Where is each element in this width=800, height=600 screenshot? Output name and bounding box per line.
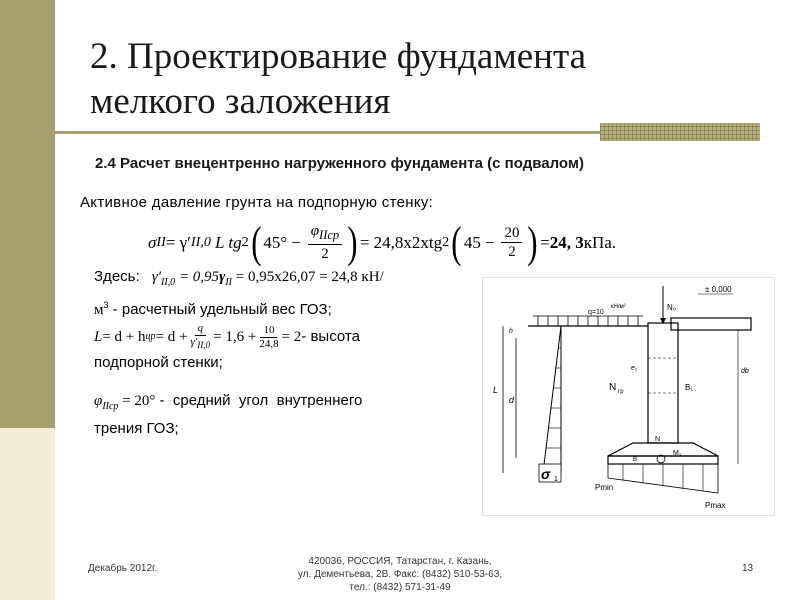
frac-den: 2 (321, 246, 329, 262)
height-desc1: - высота (301, 328, 360, 346)
paren-close-2: ) (527, 217, 538, 267)
here-gamma-sub: II,0 (161, 277, 176, 288)
pmax-label: Pmax (705, 501, 726, 510)
formula-minus: − (291, 232, 301, 252)
slide-title (90, 34, 770, 124)
b-small: B (633, 457, 638, 463)
b1-label: B₁ (685, 383, 694, 392)
page-number: 13 (742, 563, 754, 574)
here-label: Здесь: (94, 268, 140, 285)
formula-gamma-sub: II,0 (190, 234, 211, 250)
here-gamma2-sub: II (225, 277, 232, 288)
n-base: N (655, 436, 661, 443)
friction-phi-sub: IIcp (102, 401, 119, 412)
m-base: M₁ (673, 450, 682, 457)
formula-val45: 45 (463, 232, 481, 252)
surcharge-arrows (533, 316, 643, 326)
friction-eq: = 20° (118, 393, 156, 409)
height-h-sub: цр (145, 331, 156, 343)
section-subtitle: 2.4 Расчет внецентренно нагруженного фундамента (с подвалом) (95, 155, 584, 172)
ngr-sub: гр (618, 389, 624, 395)
paren-open-2: ( (451, 217, 462, 267)
footer-address-3: тел.: (8432) 571-31-49 (349, 582, 451, 593)
height-eq3: = 1,6 + (213, 329, 257, 346)
dim-h: h (509, 328, 513, 335)
formula-result: 24, 3 (549, 232, 584, 252)
here-desc: - расчетный удельный вес ГОЗ; (108, 301, 332, 318)
height-desc2: подпорной стенки; (94, 354, 223, 372)
sidebar-accent (0, 0, 55, 428)
footer-date: Декабрь 2012г. (88, 563, 158, 574)
n0-label: N₀ (667, 303, 677, 312)
title-rule-block (600, 123, 760, 141)
paren-close-1: ) (347, 217, 358, 267)
formula-sigma: σ (148, 232, 157, 252)
frac-20: 20 (501, 224, 522, 243)
height-eq: = d + h (102, 329, 146, 346)
frac-gamma-sub: II,0 (197, 340, 211, 351)
dim-db: db (741, 368, 749, 375)
friction-desc1: - средний угол внутреннего (155, 392, 363, 409)
formula-sup: 2 (241, 234, 249, 250)
sigma-sub: 1 (554, 476, 558, 483)
num-fraction (501, 224, 522, 261)
height-L: L (94, 329, 103, 346)
here-paragraph (94, 266, 466, 321)
ngr-label: N (609, 382, 617, 393)
foundation-drawing (483, 278, 774, 515)
floor-slab (671, 318, 751, 330)
formula-eq2: = 24,8x2xtg (359, 232, 443, 252)
friction-desc2: трения ГОЗ; (94, 420, 179, 437)
frac-phi: φ (310, 223, 320, 239)
dim-d: d (509, 395, 515, 405)
here-calc: = 0,95x26,07 = 24,8 кН/ (231, 269, 384, 285)
frac-phi-sub: IIcp (319, 228, 340, 242)
friction-paragraph (94, 390, 466, 440)
sigma-label: σ (541, 466, 551, 482)
frac-10: 10 (260, 324, 277, 338)
q-unit: кН/м² (611, 304, 626, 310)
frac-q: q (195, 322, 207, 336)
frac-gamma: γ′ (190, 336, 198, 348)
level-mark: ± 0,000 (705, 285, 732, 294)
e-label: e₁ (631, 365, 638, 372)
height-eq2: = d + (155, 329, 188, 346)
frac-den-2: 2 (508, 244, 516, 260)
footer-address-1: 420036, РОССИЯ, Татарстан, г. Казань, (308, 556, 492, 567)
title-line-2: мелкого заложения (90, 81, 391, 122)
formula-eq1: = γ′ (165, 232, 191, 252)
formula-term: L tg (214, 232, 242, 252)
dim-L: L (493, 385, 499, 395)
formula-eq3: = (540, 232, 550, 252)
paren-open-1: ( (250, 217, 262, 267)
q-fraction (190, 322, 210, 352)
title-line-1: 2. Проектирование фундамента (90, 36, 587, 77)
title-rule (35, 131, 600, 134)
formula-minus-2: − (484, 232, 495, 252)
intro-text: Активное давление грунта на подпорную стенку: (80, 194, 434, 211)
basement-wall (648, 323, 678, 443)
height-eq4: = 2 (281, 329, 302, 346)
pmin-label: Pmin (595, 483, 614, 492)
friction-phi: φ (94, 393, 103, 409)
here-gamma2: γ (219, 269, 226, 285)
formula-sup2: 2 (442, 234, 450, 250)
height-paragraph (94, 322, 466, 374)
formula-unit: кПа. (583, 232, 617, 252)
pressure-formula (148, 217, 617, 267)
here-unit-sup: 3 (103, 300, 109, 310)
footer-address-2: ул. Дементьева, 2В. Факс: (8432) 510-53-63, (297, 569, 503, 580)
frac-248: 24,8 (259, 337, 279, 350)
q-label: q=10 (588, 309, 604, 316)
phi-fraction (308, 222, 342, 263)
footer-address (280, 555, 520, 594)
foundation-diagram (482, 277, 775, 516)
ratio-fraction (259, 324, 278, 351)
footing (608, 443, 718, 456)
formula-45: 45° (263, 232, 288, 252)
here-unit: м (94, 302, 104, 318)
here-eq: = 0,95 (175, 269, 220, 285)
formula-sigma-sub: II (156, 234, 166, 250)
here-gamma: γ′ (151, 269, 162, 285)
